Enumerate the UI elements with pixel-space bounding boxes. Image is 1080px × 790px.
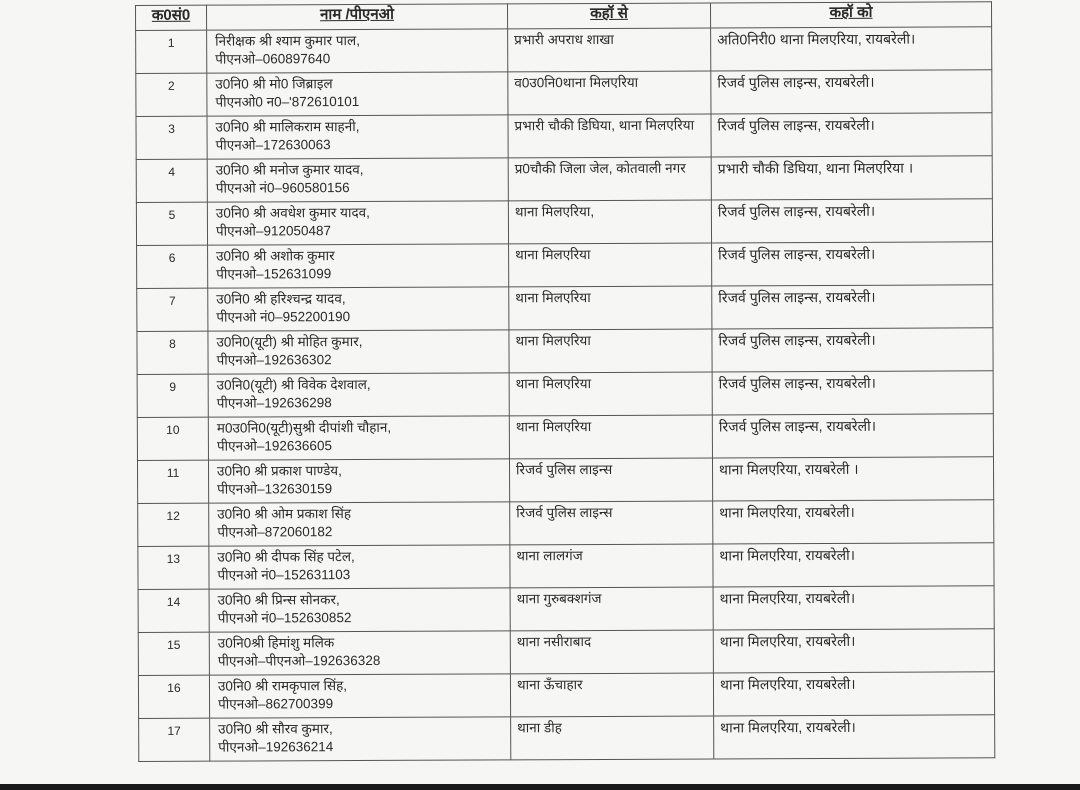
from-location: थाना ऊँचाहार	[510, 673, 713, 717]
table-row	[136, 70, 992, 117]
table-row	[137, 328, 993, 375]
serial-no: 9	[137, 374, 208, 417]
table-row	[137, 285, 993, 332]
table-row	[137, 414, 993, 461]
officer-cell	[207, 201, 508, 245]
serial-no: 1	[136, 30, 207, 73]
from-location: थाना गुरुबक्शगंज	[510, 587, 713, 631]
to-location: थाना मिलएरिया, रायबरेली ।	[712, 457, 993, 501]
officer-pno: पीएनओ–152631099	[216, 266, 332, 282]
table-row	[136, 156, 992, 203]
to-location: रिजर्व पुलिस लाइन्स, रायबरेली।	[712, 414, 993, 458]
from-location: थाना मिलएरिया	[509, 286, 712, 330]
table-header-row	[136, 2, 992, 31]
from-location: थाना मिलएरिया	[509, 415, 712, 459]
serial-no: 12	[138, 503, 209, 546]
table-row	[137, 242, 993, 289]
to-location: रिजर्व पुलिस लाइन्स, रायबरेली।	[712, 328, 993, 372]
scan-bottom-edge	[0, 784, 1080, 790]
officer-cell	[207, 29, 508, 73]
to-location: रिजर्व पुलिस लाइन्स, रायबरेली।	[712, 242, 993, 286]
officer-pno: पीएनओ–060897640	[215, 51, 331, 67]
header-to: कहॉ को	[710, 2, 991, 28]
header-serial-no: क0सं0	[136, 5, 207, 30]
officer-pno: पीएनओ नं0–152631103	[217, 567, 351, 583]
serial-no: 17	[139, 718, 210, 761]
to-location: थाना मिलएरिया, रायबरेली।	[713, 672, 994, 716]
from-location: प्रभारी चौकी डिघिया, थाना मिलएरिया	[508, 114, 711, 158]
from-location: थाना मिलएरिया,	[508, 200, 711, 244]
table-row	[137, 371, 993, 418]
officer-name: उ0नि0 श्री मनोज कुमार यादव,	[215, 162, 364, 178]
officer-pno: पीएनओ–172630063	[215, 137, 331, 153]
table-row	[136, 27, 992, 74]
to-location: रिजर्व पुलिस लाइन्स, रायबरेली।	[711, 113, 992, 157]
officer-name: उ0नि0(यूटी) श्री मोहित कुमार,	[216, 334, 363, 350]
officer-pno: पीएनओ0 न0–'872610101	[215, 94, 360, 110]
officer-cell	[207, 115, 508, 159]
to-location: थाना मिलएरिया, रायबरेली।	[713, 500, 994, 544]
to-location: थाना मिलएरिया, रायबरेली।	[713, 586, 994, 630]
transfer-table	[135, 1, 995, 762]
officer-pno: पीएनओ नं0–152630852	[217, 610, 352, 626]
table-row	[138, 672, 994, 719]
officer-cell	[208, 244, 509, 288]
serial-no: 3	[136, 116, 207, 159]
header-name-pno: नाम /पीएनओ	[207, 4, 508, 30]
officer-cell	[208, 373, 509, 417]
officer-name: उ0नि0 श्री ओम प्रकाश सिंह	[217, 506, 352, 522]
serial-no: 11	[137, 460, 208, 503]
to-location: रिजर्व पुलिस लाइन्स, रायबरेली।	[712, 285, 993, 329]
officer-pno: पीएनओ–192636214	[218, 739, 334, 755]
officer-name: निरीक्षक श्री श्याम कुमार पाल,	[215, 33, 360, 49]
header-from: कहॉ से	[507, 3, 710, 29]
to-location: रिजर्व पुलिस लाइन्स, रायबरेली।	[712, 371, 993, 415]
table-row	[138, 629, 994, 676]
from-location: थाना लालगंज	[510, 544, 713, 588]
officer-pno: पीएनओ–192636302	[216, 352, 332, 368]
from-location: थाना मिलएरिया	[509, 243, 712, 287]
from-location: व0उ0नि0थाना मिलएरिया	[508, 71, 711, 115]
officer-pno: पीएनओ–192636298	[216, 395, 332, 411]
officer-name: उ0नि0(यूटी) श्री विवेक देशवाल,	[216, 376, 371, 393]
serial-no: 7	[137, 288, 208, 331]
serial-no: 8	[137, 331, 208, 374]
to-location: थाना मिलएरिया, रायबरेली।	[714, 715, 995, 759]
officer-name: उ0नि0श्री हिमांशु मलिक	[217, 635, 335, 651]
officer-name: उ0नि0 श्री अशोक कुमार	[216, 248, 335, 264]
serial-no: 2	[136, 73, 207, 116]
officer-cell	[207, 72, 508, 116]
from-location: रिजर्व पुलिस लाइन्स	[509, 458, 712, 502]
officer-cell	[208, 330, 509, 374]
officer-cell	[209, 502, 510, 546]
officer-name: म0उ0नि0(यूटी)सुश्री दीपांशी चौहान,	[216, 419, 392, 436]
officer-name: उ0नि0 श्री मालिकराम साहनी,	[215, 119, 360, 135]
officer-name: उ0नि0 श्री अवधेश कुमार यादव,	[215, 204, 370, 221]
table-row	[138, 586, 994, 633]
from-location: थाना डीह	[511, 716, 714, 760]
officer-cell	[209, 674, 510, 718]
officer-pno: पीएनओ–132630159	[217, 481, 333, 497]
officer-name: उ0नि0 श्री हरिश्चन्द्र यादव,	[216, 291, 346, 307]
officer-pno: पीएनओ–192636605	[216, 438, 332, 454]
officer-cell	[208, 459, 509, 503]
from-location: प्रभारी अपराध शाखा	[508, 28, 711, 72]
serial-no: 15	[138, 632, 209, 675]
officer-name: उ0नि0 श्री प्रकाश पाण्डेय,	[217, 463, 342, 479]
officer-name: उ0नि0 श्री सौरव कुमार,	[218, 721, 333, 737]
officer-cell	[208, 287, 509, 331]
officer-name: उ0नि0 श्री मो0 जिब्राइल	[215, 76, 333, 92]
officer-pno: पीएनओ–912050487	[215, 223, 332, 239]
officer-name: उ0नि0 श्री रामकृपाल सिंह,	[217, 678, 348, 694]
to-location: थाना मिलएरिया, रायबरेली।	[713, 543, 994, 587]
from-location: रिजर्व पुलिस लाइन्स	[510, 501, 713, 545]
serial-no: 6	[137, 245, 208, 288]
officer-pno: पीएनओ–872060182	[217, 524, 333, 540]
from-location: प्र0चौकी जिला जेल, कोतवाली नगर	[508, 157, 711, 201]
officer-name: उ0नि0 श्री प्रिन्स सोनकर,	[217, 592, 340, 608]
from-location: थाना मिलएरिया	[509, 372, 712, 416]
from-location: थाना मिलएरिया	[509, 329, 712, 373]
serial-no: 10	[137, 417, 208, 460]
officer-pno: पीएनओ–पीएनओ–192636328	[217, 652, 381, 669]
table-row	[136, 113, 992, 160]
officer-pno: पीएनओ नं0–952200190	[216, 309, 351, 325]
table-row	[139, 715, 995, 762]
officer-cell	[209, 588, 510, 632]
to-location: थाना मिलएरिया, रायबरेली।	[713, 629, 994, 673]
to-location: प्रभारी चौकी डिघिया, थाना मिलएरिया ।	[711, 156, 992, 200]
officer-cell	[208, 416, 509, 460]
serial-no: 13	[138, 546, 209, 589]
from-location: थाना नसीराबाद	[510, 630, 713, 674]
officer-name: उ0नि0 श्री दीपक सिंह पटेल,	[217, 549, 355, 565]
officer-cell	[210, 717, 511, 761]
officer-cell	[209, 545, 510, 589]
table-row	[138, 500, 994, 547]
serial-no: 16	[138, 675, 209, 718]
serial-no: 14	[138, 589, 209, 632]
serial-no: 4	[136, 159, 207, 202]
officer-cell	[209, 631, 510, 675]
officer-pno: पीएनओ–862700399	[218, 696, 334, 712]
to-location: रिजर्व पुलिस लाइन्स, रायबरेली।	[711, 70, 992, 114]
officer-cell	[207, 158, 508, 202]
table-row	[138, 543, 994, 590]
officer-pno: पीएनओ नं0–960580156	[215, 180, 350, 196]
table-row	[137, 457, 993, 504]
to-location: अति0निरी0 थाना मिलएरिया, रायबरेली।	[711, 27, 992, 71]
table-row	[136, 199, 992, 246]
to-location: रिजर्व पुलिस लाइन्स, रायबरेली।	[711, 199, 992, 243]
serial-no: 5	[136, 202, 207, 245]
